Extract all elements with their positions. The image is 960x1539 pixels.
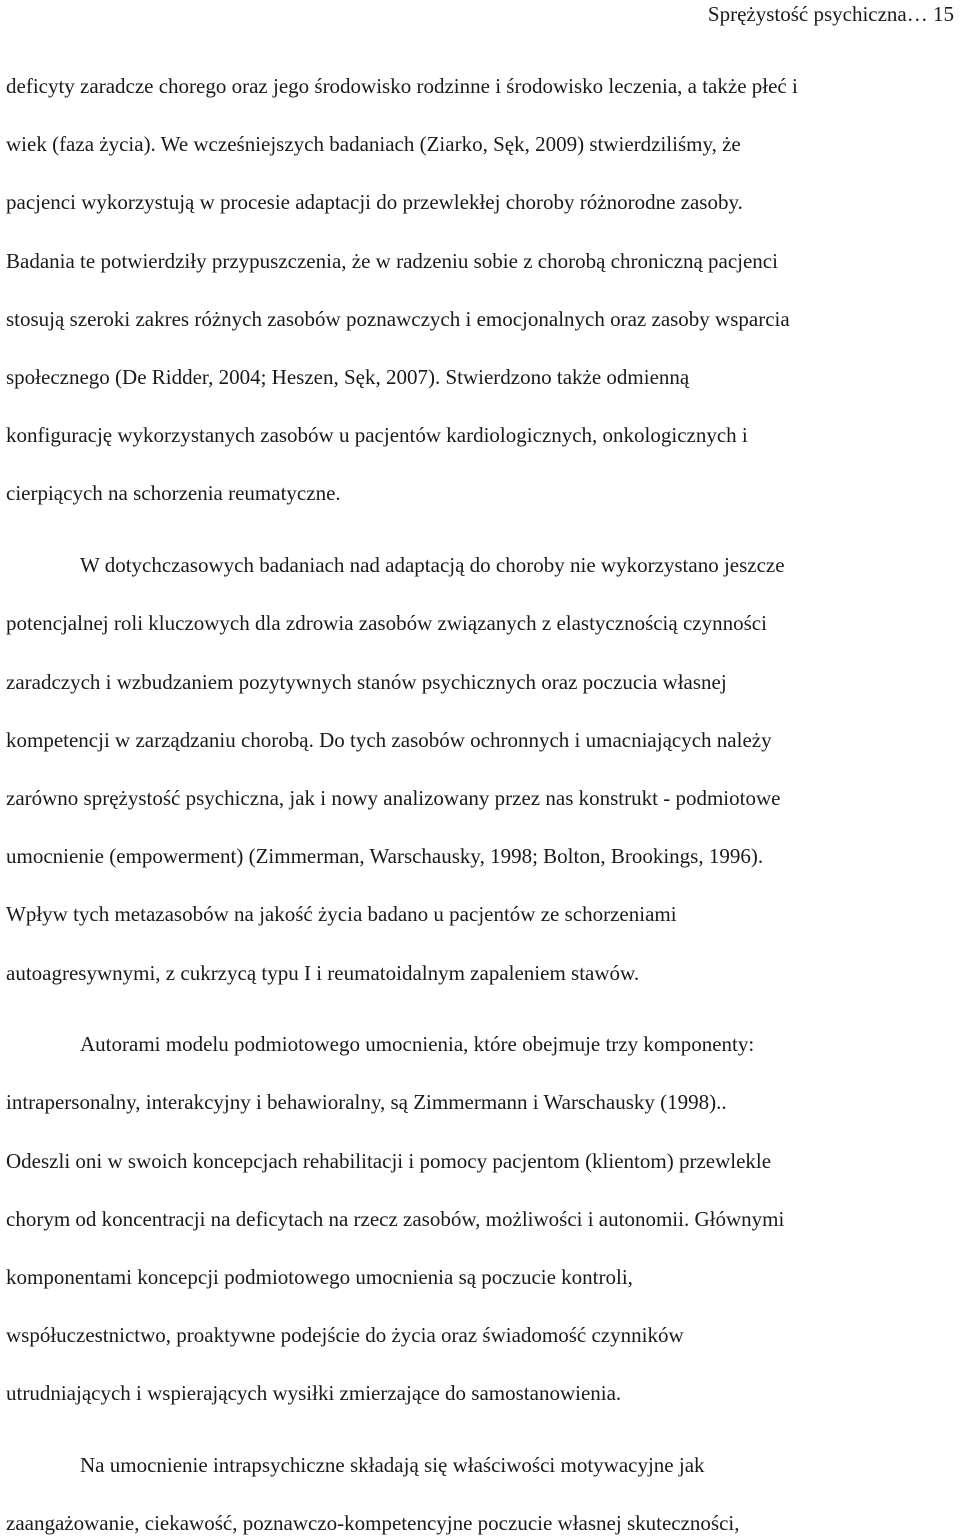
paragraph-first-line: Autorami modelu podmiotowego umocnienia, które obejmuje trzy komponenty: <box>80 1032 755 1056</box>
text-line: stosują szeroki zakres różnych zasobów poznawczych i emocjonalnych oraz zasoby wsparcia <box>6 307 790 331</box>
text-line: chorym od koncentracji na deficytach na rzecz zasobów, możliwości i autonomii. Głównymi <box>6 1207 785 1231</box>
text-line: umocnienie (empowerment) (Zimmerman, Warschausky, 1998; Bolton, Brookings, 1996). <box>6 844 764 868</box>
running-title: Sprężystość psychiczna… <box>707 2 928 26</box>
text-line: współuczestnictwo, proaktywne podejście do życia oraz świadomość czynników <box>6 1323 684 1347</box>
text-line: potencjalnej roli kluczowych dla zdrowia zasobów związanych z elastycznością czynności <box>6 611 767 635</box>
text-line: utrudniających i wspierających wysiłki zmierzające do samostanowienia. <box>6 1381 622 1405</box>
running-header <box>708 0 954 28</box>
text-line: komponentami koncepcji podmiotowego umocnienia są poczucie kontroli, <box>6 1265 633 1289</box>
text-line: pacjenci wykorzystują w procesie adaptacji do przewlekłej choroby różnorodne zasoby. <box>6 190 743 214</box>
text-line: społecznego (De Ridder, 2004; Heszen, Sęk, 2007). Stwierdzono także odmienną <box>6 365 690 389</box>
paragraph-first-line: Na umocnienie intrapsychiczne składają się właściwości motywacyjne jak <box>80 1453 705 1477</box>
text-line: Wpływ tych metazasobów na jakość życia badano u pacjentów ze schorzeniami <box>6 902 677 926</box>
text-line: konfigurację wykorzystanych zasobów u pacjentów kardiologicznych, onkologicznych i <box>6 423 748 447</box>
paragraph-first-line: W dotychczasowych badaniach nad adaptacją do choroby nie wykorzystano jeszcze <box>80 553 785 577</box>
text-line: wiek (faza życia). We wcześniejszych badaniach (Ziarko, Sęk, 2009) stwierdziliśmy, że <box>6 132 741 156</box>
text-line: deficyty zaradcze chorego oraz jego środowisko rodzinne i środowisko leczenia, a także płeć i <box>6 74 798 98</box>
page-number: 15 <box>933 2 954 26</box>
text-line: Odeszli oni w swoich koncepcjach rehabilitacji i pomocy pacjentom (klientom) przewlekle <box>6 1149 772 1173</box>
text-line: autoagresywnymi, z cukrzycą typu I i reumatoidalnym zapaleniem stawów. <box>6 961 640 985</box>
text-line: zaangażowanie, ciekawość, poznawczo-kompetencyjne poczucie własnej skuteczności, <box>6 1511 740 1535</box>
text-line: Badania te potwierdziły przypuszczenia, że w radzeniu sobie z chorobą chroniczną pacjenci <box>6 249 778 273</box>
text-line: kompetencji w zarządzaniu chorobą. Do tych zasobów ochronnych i umacniających należy <box>6 728 772 752</box>
text-line: cierpiących na schorzenia reumatyczne. <box>6 481 341 505</box>
text-line: zarówno sprężystość psychiczna, jak i nowy analizowany przez nas konstrukt - podmiotowe <box>6 786 781 810</box>
text-line: zaradczych i wzbudzaniem pozytywnych stanów psychicznych oraz poczucia własnej <box>6 670 727 694</box>
text-line: intrapersonalny, interakcyjny i behawioralny, są Zimmermann i Warschausky (1998).. <box>6 1090 727 1114</box>
